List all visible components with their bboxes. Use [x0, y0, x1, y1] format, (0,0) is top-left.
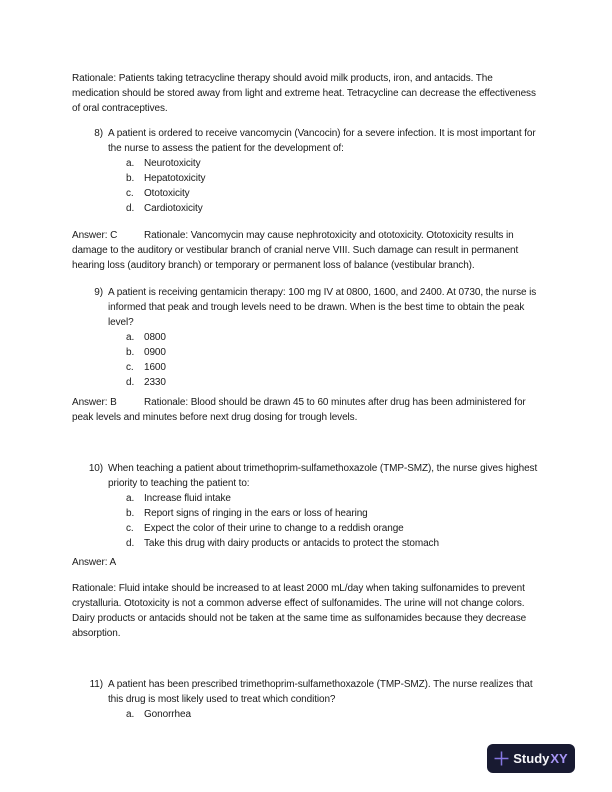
option-letter: a.	[126, 493, 135, 504]
question-text: A patient is ordered to receive vancomycin (Vancocin) for a severe infection. It is most important for the nurse to assess the patient for the development of:	[108, 128, 536, 154]
question-number: 9)	[94, 287, 103, 298]
option-row	[126, 521, 542, 536]
option-letter: b.	[126, 347, 135, 358]
option-row	[126, 506, 542, 521]
option-text: Neurotoxicity	[144, 158, 201, 169]
answer-label: Answer: A	[72, 557, 117, 568]
answer-paragraph	[72, 228, 542, 273]
option-letter: b.	[126, 508, 135, 519]
question-row	[72, 126, 542, 156]
option-text: Hepatotoxicity	[144, 173, 206, 184]
answer-rationale: Rationale: Vancomycin may cause nephrotoxicity and ototoxicity. Ototoxicity results in damage to the auditory or vestibular branch of cranial nerve VIII. Such damage can result in permanent hearing loss (auditory branch) or temporary or permanent loss of balance (vestibular branch).	[72, 230, 519, 271]
option-text: Cardiotoxicity	[144, 203, 203, 214]
option-row	[126, 156, 542, 171]
answer-paragraph	[72, 395, 542, 425]
answer-rationale: Rationale: Blood should be drawn 45 to 60 minutes after drug has been administered for peak levels and minutes before next drug dosing for trough levels.	[72, 397, 526, 423]
option-row	[126, 375, 542, 390]
rationale-paragraph: Rationale: Fluid intake should be increased to at least 2000 mL/day when taking sulfonamides to prevent crystalluria. Ototoxicity is not a common adverse effect of sulfonamides. The urine will not change colors. Dairy products or antacids should not be taken at the same time as sulfonamides because they decrease absorption.	[72, 583, 527, 639]
option-row	[126, 171, 542, 186]
option-text: Increase fluid intake	[144, 493, 231, 504]
question-block	[72, 285, 542, 390]
answer-label: Answer: B	[72, 397, 117, 408]
question-text: When teaching a patient about trimethoprim-sulfamethoxazole (TMP-SMZ), the nurse gives highest priority to teaching the patient to:	[108, 463, 538, 489]
option-text: Gonorrhea	[144, 709, 191, 720]
option-text: Ototoxicity	[144, 188, 190, 199]
option-row	[126, 201, 542, 216]
document-body	[72, 71, 542, 722]
question-text: A patient is receiving gentamicin therapy: 100 mg IV at 0800, 1600, and 2400. At 0730, the nurse is informed that peak and trough levels need to be drawn. When is the best time to obtain the peak level?	[108, 287, 537, 328]
question-block	[72, 677, 542, 722]
option-letter: d.	[126, 538, 135, 549]
option-letter: d.	[126, 203, 135, 214]
option-text: Expect the color of their urine to change to a reddish orange	[144, 523, 404, 534]
option-row	[126, 491, 542, 506]
logo-brand-accent: XY	[550, 751, 568, 766]
logo-brand-primary: Study	[513, 751, 550, 766]
option-text: Take this drug with dairy products or antacids to protect the stomach	[144, 538, 439, 549]
option-row	[126, 186, 542, 201]
question-text: A patient has been prescribed trimethoprim-sulfamethoxazole (TMP-SMZ). The nurse realizes that this drug is most likely used to treat which condition?	[108, 679, 533, 705]
question-block	[72, 461, 542, 551]
option-letter: a.	[126, 332, 135, 343]
option-row	[126, 345, 542, 360]
studyxy-logo	[487, 744, 575, 773]
option-row	[126, 330, 542, 345]
answer-label: Answer: C	[72, 230, 118, 241]
question-number: 8)	[94, 128, 103, 139]
option-letter: b.	[126, 173, 135, 184]
question-row	[72, 461, 542, 491]
plus-icon	[494, 751, 509, 766]
option-row	[126, 707, 542, 722]
question-number: 10)	[88, 463, 103, 474]
question-block	[72, 126, 542, 216]
question-number: 11)	[89, 679, 103, 690]
option-text: 1600	[144, 362, 166, 373]
option-letter: c.	[126, 188, 134, 199]
option-row	[126, 536, 542, 551]
intro-rationale-paragraph: Rationale: Patients taking tetracycline therapy should avoid milk products, iron, and antacids. The medication should be stored away from light and extreme heat. Tetracycline can decrease the effectiveness of oral contraceptives.	[72, 73, 536, 114]
option-letter: a.	[126, 709, 135, 720]
option-row	[126, 360, 542, 375]
option-text: 0800	[144, 332, 166, 343]
option-letter: d.	[126, 377, 135, 388]
question-row	[72, 285, 542, 330]
option-text: 2330	[144, 377, 166, 388]
option-letter: c.	[126, 523, 134, 534]
option-text: 0900	[144, 347, 166, 358]
option-letter: c.	[126, 362, 134, 373]
question-row	[72, 677, 542, 707]
option-text: Report signs of ringing in the ears or loss of hearing	[144, 508, 368, 519]
option-letter: a.	[126, 158, 135, 169]
